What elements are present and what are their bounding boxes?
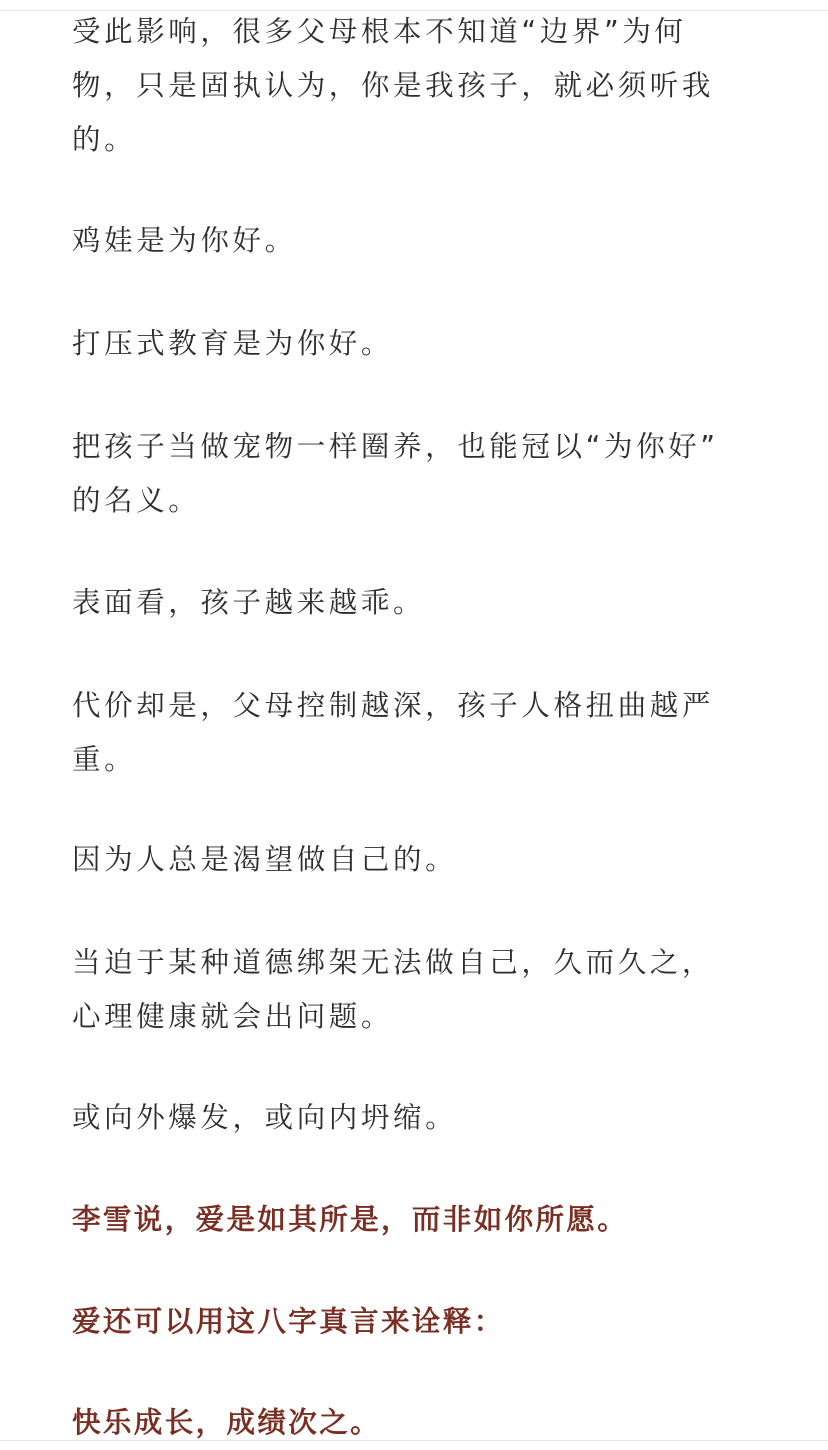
paragraph-suppressive-education	[72, 317, 393, 371]
paragraph-obedient	[72, 576, 425, 630]
paragraph-line: 或向外爆发，或向内坍缩。	[72, 1101, 458, 1134]
paragraph-line: 因为人总是渴望做自己的。	[72, 843, 458, 876]
paragraph-eight-words	[72, 1295, 505, 1349]
paragraph-line: 代价却是，父母控制越深，孩子人格扭曲越严	[72, 689, 715, 722]
paragraph-line: 受此影响，很多父母根本不知道“边界”为何	[72, 15, 687, 48]
paragraph-boundaries	[72, 5, 714, 167]
paragraph-line: 爱还可以用这八字真言来诠释：	[72, 1305, 505, 1338]
bottom-divider	[0, 1440, 828, 1441]
paragraph-pet-raising	[72, 420, 719, 528]
paragraph-line: 心理健康就会出问题。	[72, 1000, 394, 1033]
paragraph-cost	[72, 679, 714, 787]
paragraph-line: 当迫于某种道德绑架无法做自己，久而久之，	[72, 946, 715, 979]
paragraph-line: 打压式教育是为你好。	[72, 327, 394, 360]
paragraph-line: 把孩子当做宠物一样圈养，也能冠以“为你好”	[72, 430, 719, 463]
paragraph-jiwa	[72, 214, 297, 268]
paragraph-line: 李雪说，爱是如其所是，而非如你所愿。	[72, 1203, 629, 1236]
paragraph-happy-growth	[72, 1396, 381, 1450]
paragraph-line: 鸡娃是为你好。	[72, 224, 297, 257]
paragraph-explode-collapse	[72, 1091, 457, 1145]
paragraph-line: 的。	[72, 123, 137, 156]
paragraph-line: 快乐成长，成绩次之。	[72, 1406, 382, 1439]
paragraph-be-oneself	[72, 833, 457, 887]
paragraph-line: 表面看，孩子越来越乖。	[72, 586, 426, 619]
paragraph-line: 重。	[72, 743, 137, 776]
paragraph-moral-kidnapping	[72, 936, 714, 1044]
paragraph-li-xue-quote	[72, 1193, 628, 1247]
paragraph-line: 的名义。	[72, 484, 201, 517]
paragraph-line: 物，只是固执认为，你是我孩子，就必须听我	[72, 69, 715, 102]
